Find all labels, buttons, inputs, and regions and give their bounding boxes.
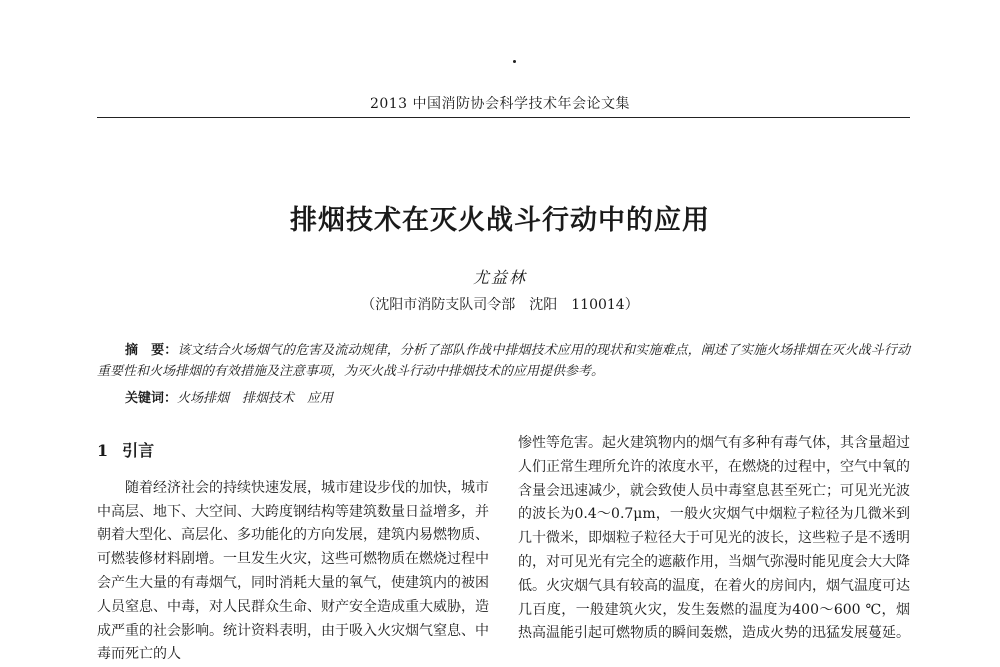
abstract [97, 340, 910, 382]
left-column [97, 425, 489, 667]
section-title: 引言 [122, 441, 155, 460]
running-head: 2013 中国消防协会科学技术年会论文集 [369, 96, 631, 112]
keywords-label: 关键词： [125, 391, 178, 406]
body-paragraph-right: 惨性等危害。起火建筑物内的烟气有多种有毒气体，其含量超过人们正常生理所允许的浓度水平，在燃烧的过程中，空气中氧的含量会迅速减少，就会致使人员中毒窒息甚至死亡；可见光光波的波长为0.4～0.7μm，一般火灾烟气中烟粒子粒径为几微米到几十微米，即烟粒子粒径大于可见光的波长，这些粒子是不透明的，对可见光有完全的遮蔽作用，当烟气弥漫时能见度会大大降低。火灾烟气具有较高的温度，在着火的房间内，烟气温度可达几百度，一般建筑火灾，发生轰燃的温度为400～600 ℃，烟热高温能引起可燃物质的瞬间轰燃，造成火势的迅猛发展蔓延。 [518, 435, 910, 642]
right-column [518, 432, 910, 646]
keywords-text: 火场排烟 排烟技术 应用 [177, 391, 334, 406]
author-affiliation: （沈阳市消防支队司令部 沈阳 110014） [361, 297, 639, 313]
keywords [125, 387, 905, 406]
author-name: 尤益林 [472, 268, 527, 287]
body-paragraph-left: 随着经济社会的持续快速发展，城市建设步伐的加快，城市中高层、地下、大空间、大跨度钢结构等建筑数量日益增多，并朝着大型化、高层化、多功能化的方向发展，建筑内易燃物质、可燃装修材料剧增。一旦发生火灾，这些可燃物质在燃烧过程中会产生大量的有毒烟气，同时消耗大量的氧气，使建筑内的被困人员窒息、中毒，对人民群众生命、财产安全造成重大威胁，造成严重的社会影响。统计资料表明，由于吸入火灾烟气窒息、中毒而死亡的人 [97, 479, 489, 663]
section-number: 1 [97, 441, 109, 460]
abstract-label: 摘 要： [125, 343, 178, 358]
abstract-text: 该文结合火场烟气的危害及流动规律，分析了部队作战中排烟技术应用的现状和实施难点，阐述了实施火场排烟在灭火战斗行动重要性和火场排烟的有效措施及注意事项，为灭火战斗行动中排烟技术的应用提供参考。 [97, 343, 910, 379]
header-rule [97, 117, 910, 118]
top-dot-mark [513, 60, 516, 63]
section-heading [97, 439, 489, 463]
paper-title: 排烟技术在灭火战斗行动中的应用 [290, 205, 710, 236]
